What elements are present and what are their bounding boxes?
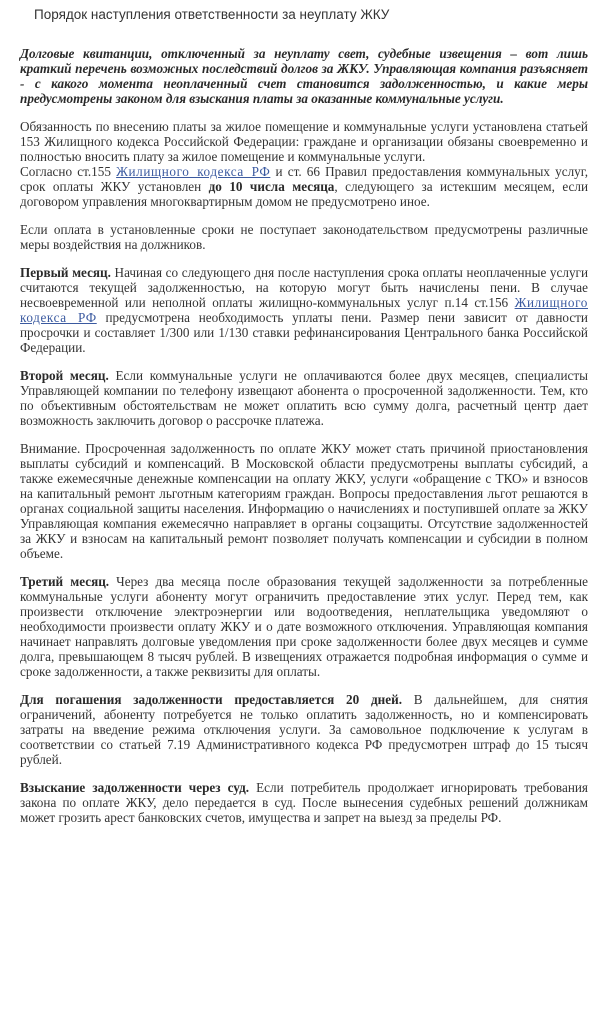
paragraph-obligation [20,119,588,209]
article-lead: Долговые квитанции, отключенный за неуплату свет, судебные извещения – вот лишь краткий перечень возможных последствий долгов за ЖКУ. Управляющая компания разъясняет - с какого момента неоплаченный счет становится задолженностью, и какие меры предусмотрены законом для взыскания платы за оказанные коммунальные услуги. [20,46,588,106]
housing-code-link[interactable]: Жилищного кодекса РФ [116,164,271,179]
paragraph-second-month [20,368,588,428]
text-span: Согласно ст.155 [20,164,117,179]
paragraph-text [20,780,588,825]
deadline-bold: до 10 числа месяца [208,179,335,194]
text-span: , следующего за истекшим месяцем, если договором управления многоквартирным домом не предусмотрено иное. [20,179,588,209]
paragraph-measures [20,222,588,252]
paragraph-text [20,368,588,428]
paragraph-attention [20,441,588,561]
article-title: Порядок наступления ответственности за неуплату ЖКУ [34,7,390,22]
paragraph-court [20,780,588,825]
paragraph-text: Обязанность по внесению платы за жилое помещение и коммунальные услуги установлена статьей 153 Жилищного кодекса Российской Федерации: граждане и организации обязаны своевременно и полностью вносить плату за жилое помещение и коммунальные услуги. [20,119,588,164]
paragraph-text: Внимание. Просроченная задолженность по оплате ЖКУ может стать причиной приостановления выплаты субсидий и компенсаций. В Московской области предусмотрены выплаты субсидий, а также ежемесячные денежные компенсации на оплату ЖКУ, услуги «обращение с ТКО» и взносов на капитальный ремонт льготным категориям граждан. Вопросы предоставления льгот решаются в органах социальной защиты населения. Информацию о начислениях и поступившей оплате за ЖКУ Управляющая компания ежемесячно направляет в органы соцзащиты. Отсутствие задолженностей за ЖКУ и взносам на капитальный ремонт позволяет получать компенсации и субсидии в полном объеме. [20,441,588,561]
paragraph-text: Если оплата в установленные сроки не поступает законодательством предусмотрены различные меры воздействия на должников. [20,222,588,252]
paragraph-deadline [20,164,588,209]
paragraph-text [20,692,588,767]
text-span: Начиная со следующего дня после наступления срока оплаты неоплаченные услуги считаются текущей задолженностью, на которую могут быть начислены пени. В случае несвоевременной или неполной оплаты жилищно-коммунальных услуг п.14 ст.156 [20,265,589,310]
paragraph-text [20,265,588,355]
third-month-heading: Третий месяц. [20,574,110,589]
paragraph-first-month [20,265,588,355]
text-span: Если потребитель продолжает игнорировать требования закона по оплате ЖКУ, дело передается в суд. После вынесения судебных решений должникам может грозить арест банковских счетов, имущества и запрет на выезд за пределы РФ. [20,780,588,825]
second-month-heading: Второй месяц. [20,368,109,383]
housing-code-link-2[interactable]: Жилищного кодекса РФ [20,295,588,325]
paragraph-text [20,574,588,679]
paragraph-repayment [20,692,588,767]
text-span: Через два месяца после образования текущей задолженности за потребленные коммунальные услуги абоненту могут ограничить предоставление этих услуг. Перед тем, как произвести отключение электроэнергии или водоотведения, неплательщика уведомляют о необходимости произвести оплату ЖКУ и о дате возможного отключения. Управляющая компания начинает направлять долговые уведомления при сроке задолженности более двух месяцев и сумме долга, превышающем 8 тысяч рублей. В извещениях отражается подробная информация о сумме и сроке задолженности, а также реквизиты для оплаты. [20,574,588,679]
text-span: В дальнейшем, для снятия ограничений, абоненту потребуется не только оплатить задолженность, но и компенсировать затраты на введение режима отключения услуги. За самовольное подключение к услугам в соответствии со статьей 7.19 Административного кодекса РФ предусмотрен штраф до 15 тысяч рублей. [20,692,588,767]
text-span: предусмотрена необходимость уплаты пени. Размер пени зависит от давности просрочки и составляет 1/300 или 1/130 ставки рефинансирования Центрального банка Российской Федерации. [20,310,588,355]
court-heading: Взыскание задолженности через суд. [20,780,250,795]
text-span: и ст. 66 Правил предоставления коммунальных услуг, срок оплаты ЖКУ установлен [20,164,588,194]
first-month-heading: Первый месяц. [20,265,111,280]
text-span: Если коммунальные услуги не оплачиваются более двух месяцев, специалисты Управляющей компании по телефону извещают абонента о просроченной задолженности. Тем, кто по объективным обстоятельствам не может оплатить всю сумму долга, расчетный центр дает возможность заключить договор о рассрочке платежа. [20,368,588,428]
repayment-heading: Для погашения задолженности предоставляется 20 дней. [20,692,403,707]
paragraph-third-month [20,574,588,679]
